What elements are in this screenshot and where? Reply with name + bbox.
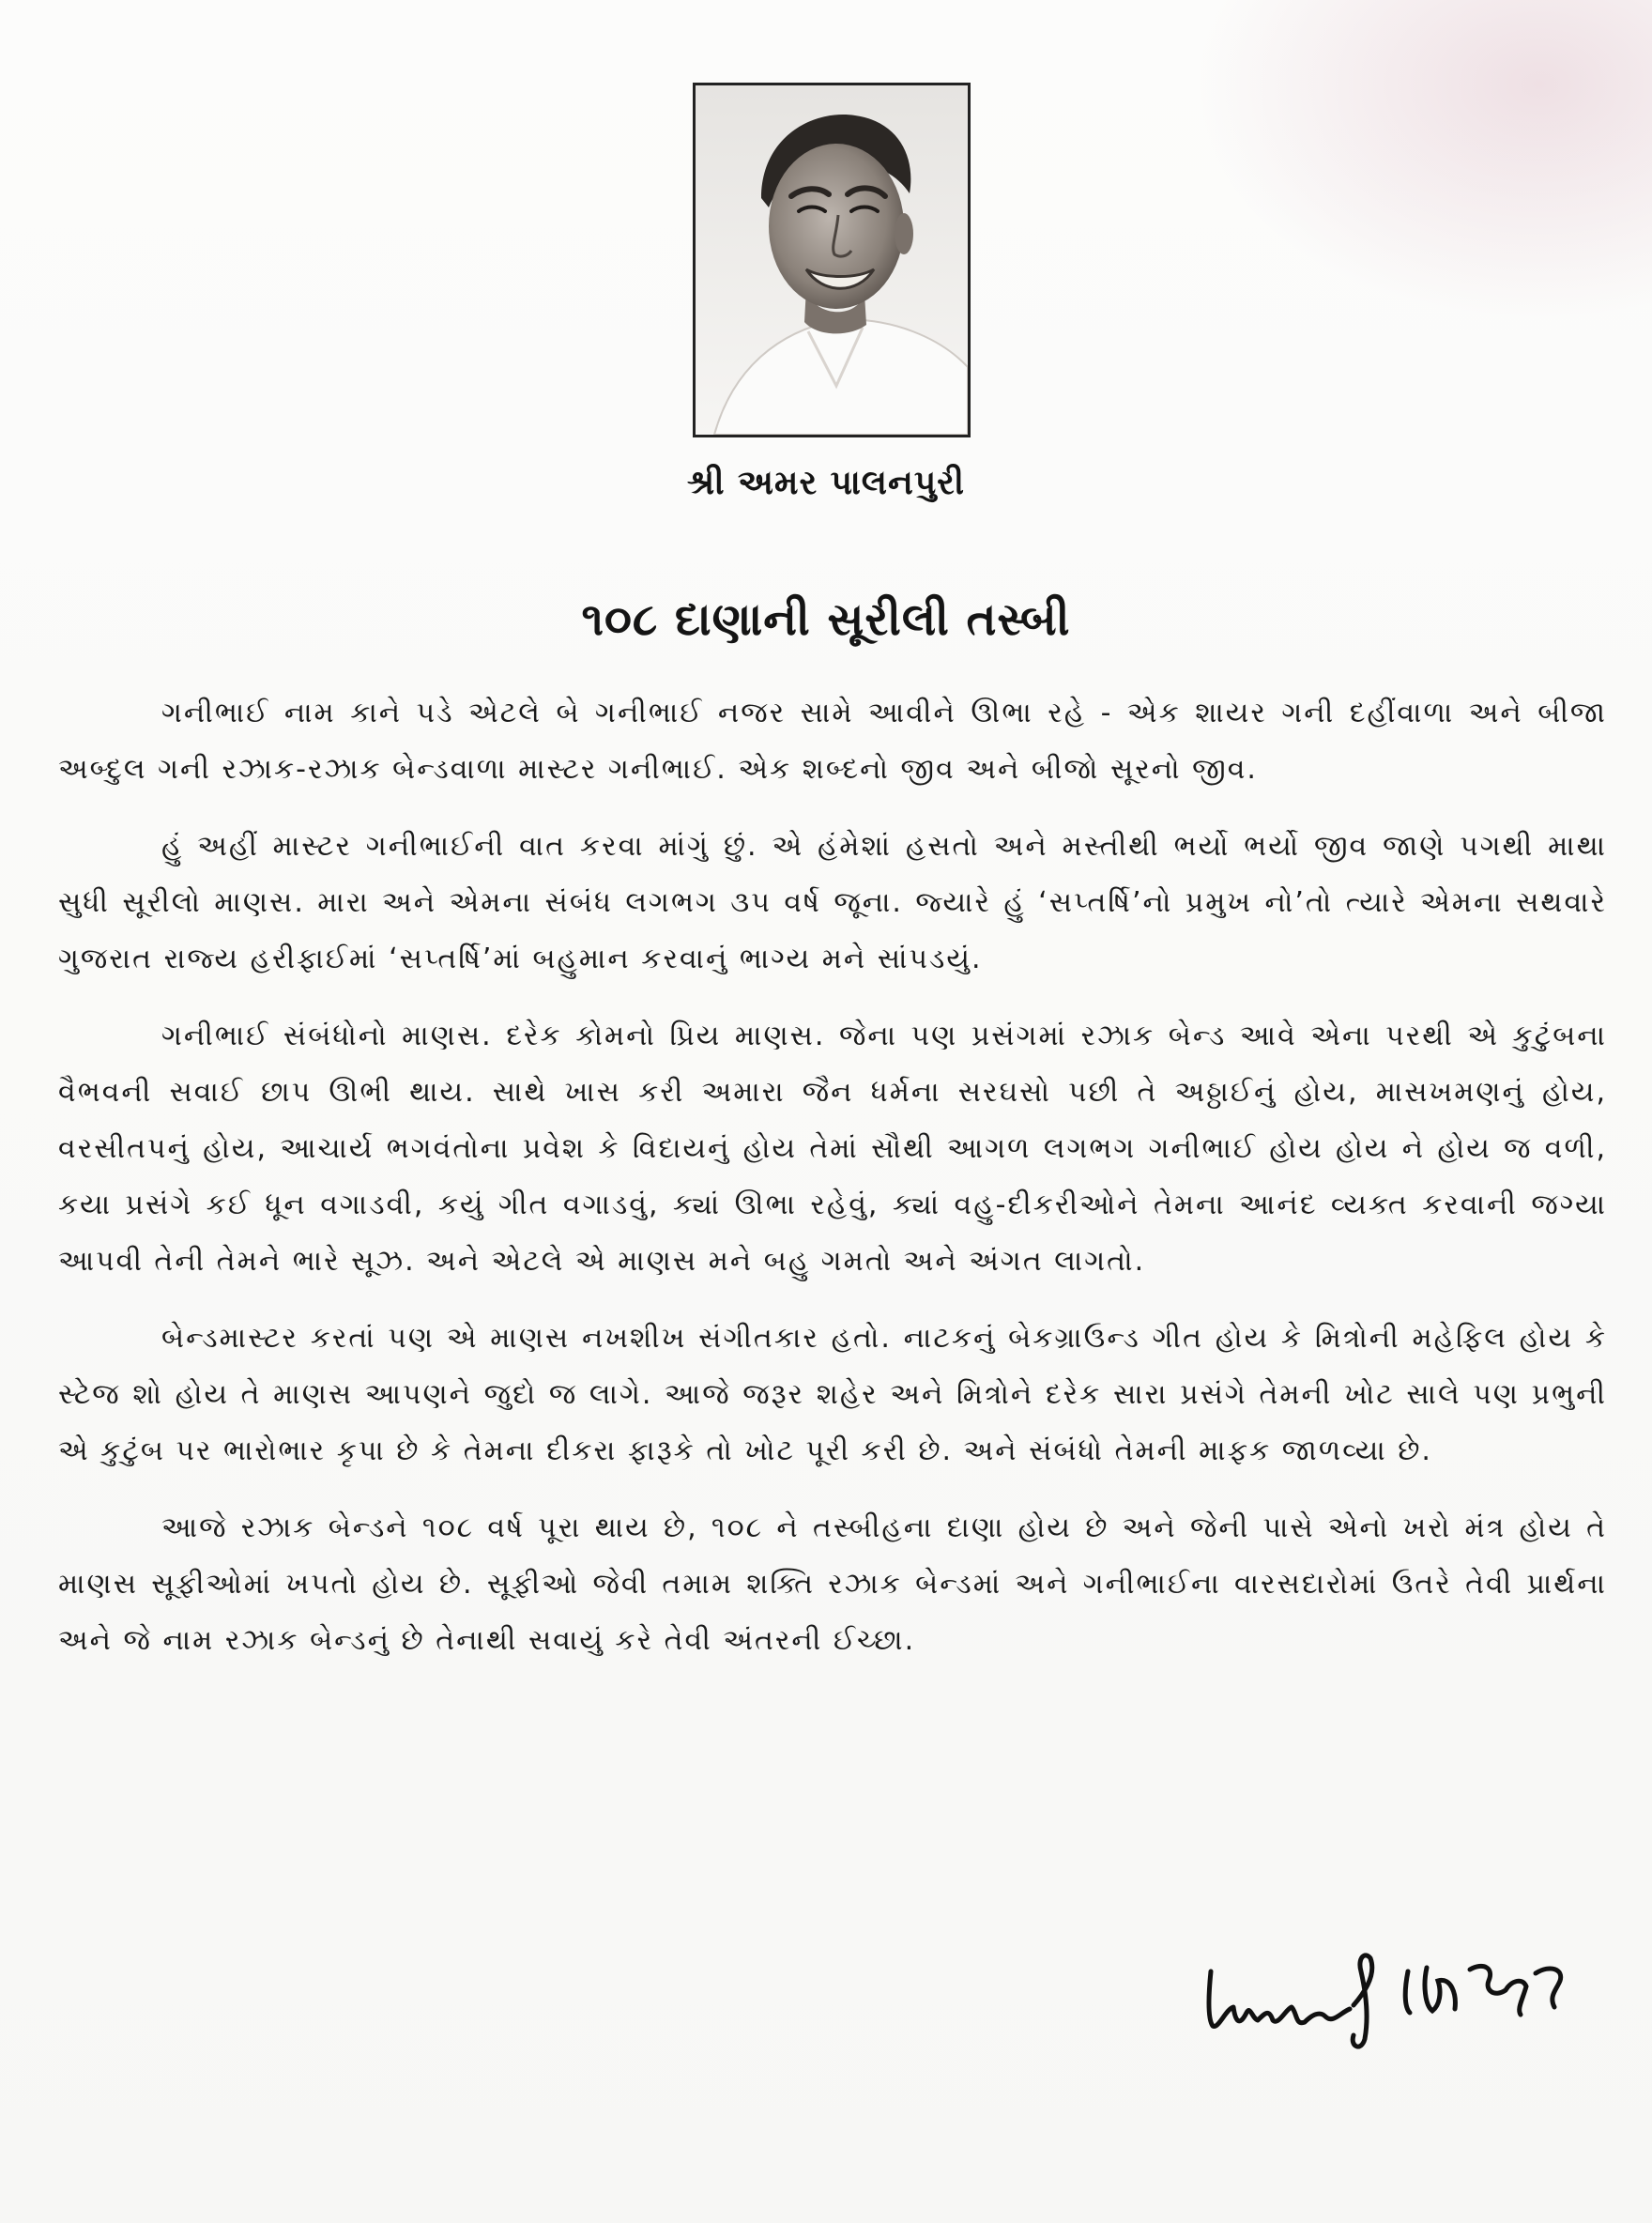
portrait-illustration xyxy=(696,85,968,435)
paragraph: હું અહીં માસ્ટર ગનીભાઈની વાત કરવા માંગું છું. એ હંમેશાં હસતો અને મસ્તીથી ભર્યો ભર્યો જીવ જાણે પગથી માથા સુધી સૂરીલો માણસ. મારા અને એમના સંબંધ લગભગ ૩૫ વર્ષ જૂના. જ્યારે હું ‘સપ્તર્ષિ’નો પ્રમુખ નો’તો ત્યારે એમના સથવારે ગુજરાત રાજ્ય હરીફાઈમાં ‘સપ્તર્ષિ’માં બહુમાન કરવાનું ભાગ્ય મને સાંપડયું. xyxy=(58,830,1607,975)
paragraph: ગનીભાઈ નામ કાને પડે એટલે બે ગનીભાઈ નજર સામે આવીને ઊભા રહે - એક શાયર ગની દહીંવાળા અને બીજા અબ્દુલ ગની રઝાક-રઝાક બેન્ડવાળા માસ્ટર ગનીભાઈ. એક શબ્દનો જીવ અને બીજો સૂરનો જીવ. xyxy=(58,697,1607,786)
paragraph: આજે રઝાક બેન્ડને ૧૦૮ વર્ષ પૂરા થાય છે, ૧૦૮ ને તસ્બીહના દાણા હોય છે અને જેની પાસે એનો ખરો મંત્ર હોય તે માણસ સૂફીઓમાં ખપતો હોય છે. સૂફીઓ જેવી તમામ શક્તિ રઝાક બેન્ડમાં અને ગનીભાઈના વારસદારોમાં ઉતરે તેવી પ્રાર્થના અને જે નામ રઝાક બેન્ડનું છે તેનાથી સવાયું કરે તેવી અંતરની ઈચ્છા. xyxy=(58,1511,1607,1657)
author-portrait-photo xyxy=(693,83,971,437)
article-body xyxy=(58,685,1607,1690)
paragraph: ગનીભાઈ સંબંધોનો માણસ. દરેક કોમનો પ્રિય માણસ. જેના પણ પ્રસંગમાં રઝાક બેન્ડ આવે એના પરથી એ કુટુંબના વૈભવની સવાઈ છાપ ઊભી થાય. સાથે ખાસ કરી અમારા જૈન ધર્મના સરઘસો પછી તે અઠ્ઠાઈનું હોય, માસખમણનું હોય, વરસીતપનું હોય, આચાર્ય ભગવંતોના પ્રવેશ કે વિદાયનું હોય તેમાં સૌથી આગળ લગભગ ગનીભાઈ હોય હોય ને હોય જ વળી, કયા પ્રસંગે કઈ ધૂન વગાડવી, કયું ગીત વગાડવું, ક્યાં ઊભા રહેવું, ક્યાં વહુ-દીકરીઓને તેમના આનંદ વ્યક્ત કરવાની જગ્યા આપવી તેની તેમને ભારે સૂઝ. અને એટલે એ માણસ મને બહુ ગમતો અને અંગત લાગતો. xyxy=(58,1020,1607,1278)
article-title: ૧૦૮ દાણાની સૂરીલી તસ્બી xyxy=(581,593,1071,646)
author-name-caption: શ્રી અમર પાલનપુરી xyxy=(686,464,966,502)
handwritten-signature xyxy=(1192,1915,1605,2056)
paragraph: બેન્ડમાસ્ટર કરતાં પણ એ માણસ નખશીખ સંગીતકાર હતો. નાટકનું બેકગ્રાઉન્ડ ગીત હોય કે મિત્રોની મહેફિલ હોય કે સ્ટેજ શો હોય તે માણસ આપણને જુદો જ લાગે. આજે જરૂર શહેર અને મિત્રોને દરેક સારા પ્રસંગે તેમની ખોટ સાલે પણ પ્રભુની એ કુટુંબ પર ભારોભાર કૃપા છે કે તેમના દીકરા ફારૂકે તો ખોટ પૂરી કરી છે. અને સંબંધો તેમની માફક જાળવ્યા છે. xyxy=(58,1322,1607,1467)
